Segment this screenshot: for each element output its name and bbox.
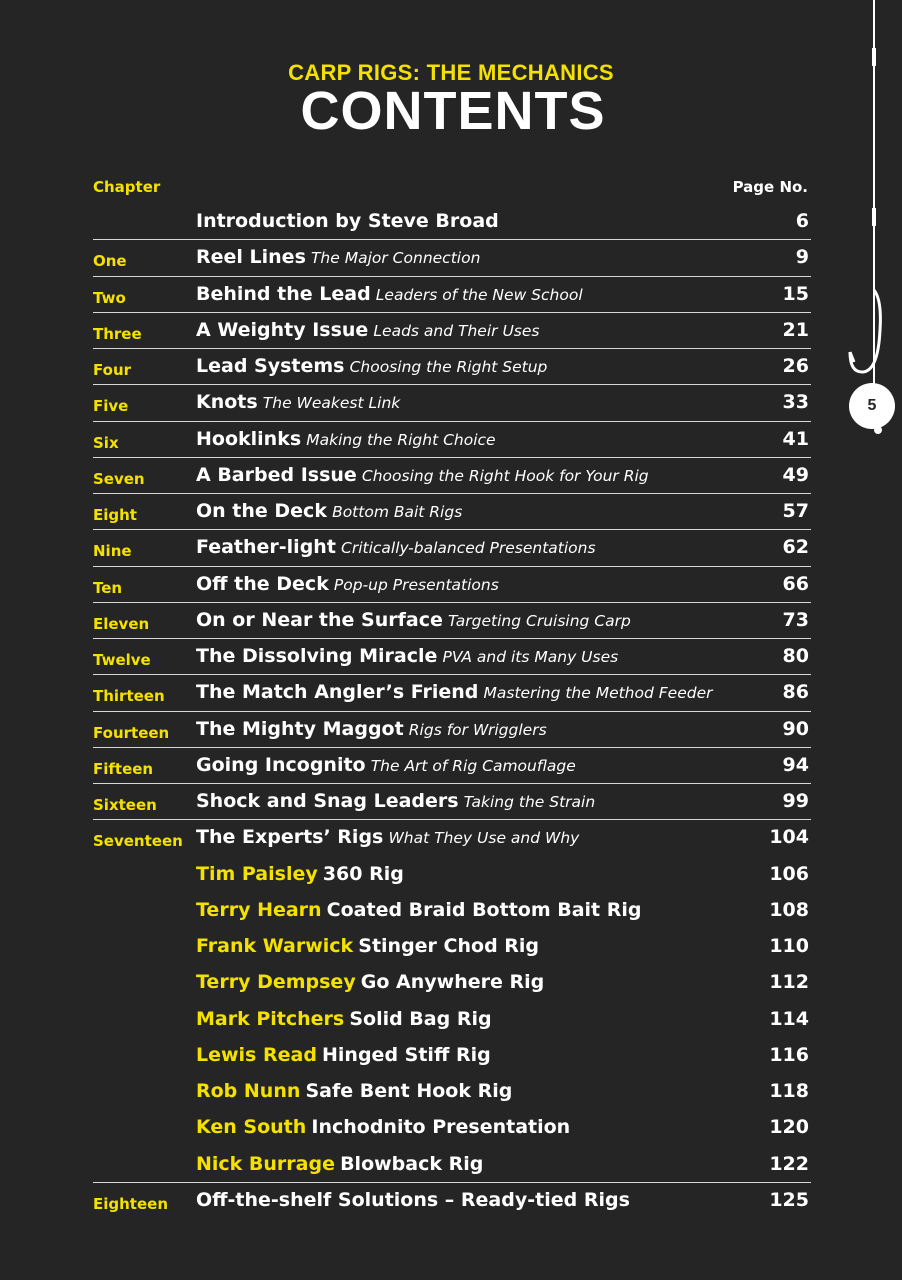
chapter-subtitle: Taking the Strain (463, 793, 596, 811)
chapter-label: Thirteen (93, 687, 165, 706)
expert-rig: Solid Bag Rig (349, 1007, 492, 1030)
page-number: 6 (795, 210, 809, 232)
toc-row[interactable] (0, 1183, 902, 1219)
page-number: 33 (782, 391, 809, 414)
page-number: 73 (782, 608, 809, 631)
page-title: CONTENTS (300, 81, 606, 141)
page-number: 80 (782, 645, 809, 667)
chapter-label: Fifteen (93, 759, 154, 778)
chapter-label: Six (93, 433, 119, 452)
expert-rig: Safe Bent Hook Rig (305, 1080, 513, 1102)
toc-row[interactable] (0, 784, 902, 820)
expert-name: Frank Warwick (196, 935, 354, 957)
chapter-title: Off the Deck (196, 572, 329, 595)
chapter-subtitle: Critically-balanced Presentations (341, 539, 596, 558)
page-number: 94 (782, 753, 809, 776)
toc-row[interactable] (0, 639, 902, 675)
expert-rig: Blowback Rig (340, 1152, 484, 1175)
page-number: 112 (769, 971, 809, 994)
chapter-subtitle: PVA and its Many Uses (442, 648, 619, 666)
toc-row[interactable] (0, 349, 902, 385)
expert-rig: Coated Braid Bottom Bait Rig (326, 898, 642, 921)
chapter-subtitle: The Art of Rig Camouflage (370, 756, 576, 775)
expert-rig: Stinger Chod Rig (358, 935, 540, 957)
expert-rig: Inchodnito Presentation (311, 1116, 571, 1139)
toc-row[interactable] (0, 385, 902, 421)
toc-row[interactable] (0, 603, 902, 639)
page-number: 108 (769, 898, 809, 921)
expert-row[interactable] (0, 1110, 902, 1146)
expert-row[interactable] (0, 1038, 902, 1074)
chapter-label: Eight (93, 506, 137, 524)
toc-row[interactable] (0, 422, 902, 458)
page-number: 116 (769, 1043, 809, 1066)
page-number: 99 (782, 790, 809, 812)
chapter-label: Seven (93, 469, 145, 488)
chapter-subtitle: The Major Connection (310, 249, 481, 268)
page-number: 62 (782, 536, 809, 559)
chapter-subtitle: The Weakest Link (262, 394, 401, 413)
page-number: 110 (769, 935, 809, 957)
expert-row[interactable] (0, 857, 902, 893)
toc-row[interactable] (0, 712, 902, 748)
page-number: 114 (769, 1007, 809, 1030)
chapter-title: On or Near the Surface (196, 608, 443, 631)
page-number: 122 (769, 1152, 809, 1175)
chapter-title: Shock and Snag Leaders (196, 790, 459, 812)
expert-name: Ken South (196, 1116, 307, 1139)
chapter-title: The Mighty Maggot (196, 717, 404, 740)
chapter-subtitle: Bottom Bait Rigs (332, 503, 463, 521)
chapter-title: Lead Systems (196, 355, 345, 377)
expert-row[interactable] (0, 1002, 902, 1038)
chapter-subtitle: Rigs for Wrigglers (408, 720, 547, 739)
chapter-title: Going Incognito (196, 753, 366, 776)
chapter-subtitle: Making the Right Choice (306, 430, 496, 449)
toc-row[interactable] (0, 675, 902, 711)
chapter-label: Fourteen (93, 723, 170, 742)
chapter-title: Introduction by Steve Broad (196, 210, 499, 232)
page-number: 90 (782, 717, 809, 740)
expert-rig: Hinged Stiff Rig (322, 1043, 491, 1066)
chapter-subtitle: What They Use and Why (388, 829, 580, 848)
page-number: 66 (782, 572, 809, 595)
chapter-label: Ten (93, 578, 123, 597)
fishing-hook-icon (838, 0, 902, 440)
expert-row[interactable] (0, 893, 902, 929)
toc-row[interactable] (0, 313, 902, 349)
chapter-title: The Experts’ Rigs (196, 826, 384, 849)
table-of-contents (0, 204, 902, 1219)
page-number: 118 (769, 1080, 809, 1102)
toc-row[interactable] (0, 748, 902, 784)
page-number-badge: 5 (849, 383, 895, 429)
chapter-title: Behind the Lead (196, 282, 371, 305)
toc-row[interactable] (0, 458, 902, 494)
chapter-label: Sixteen (93, 796, 157, 814)
toc-row[interactable] (0, 494, 902, 530)
toc-row[interactable] (0, 204, 902, 240)
toc-row[interactable] (0, 820, 902, 856)
chapter-label: Three (93, 324, 142, 343)
expert-name: Rob Nunn (196, 1080, 301, 1102)
chapter-label: Seventeen (93, 832, 183, 851)
chapter-title: Knots (196, 391, 258, 414)
expert-rig: 360 Rig (322, 862, 404, 885)
book-series-title: CARP RIGS: THE MECHANICS (288, 60, 614, 85)
page-number: 21 (782, 318, 809, 341)
chapter-title: On the Deck (196, 500, 327, 522)
expert-rig: Go Anywhere Rig (360, 971, 545, 994)
chapter-label: Five (93, 397, 129, 416)
chapter-title: A Weighty Issue (196, 318, 369, 341)
expert-name: Mark Pitchers (196, 1007, 345, 1030)
page-column-header: Page No. (732, 178, 808, 196)
chapter-title: Feather-light (196, 536, 336, 559)
page-number: 26 (782, 355, 809, 377)
chapter-label: One (93, 252, 127, 271)
chapter-title: Hooklinks (196, 427, 302, 450)
toc-row[interactable] (0, 530, 902, 566)
chapter-title: The Dissolving Miracle (196, 645, 438, 667)
chapter-title: Off-the-shelf Solutions – Ready-tied Rigs (196, 1188, 630, 1211)
page-number: 125 (769, 1188, 809, 1211)
chapter-subtitle: Choosing the Right Setup (349, 358, 548, 376)
page-number: 41 (782, 427, 809, 450)
chapter-label: Nine (93, 542, 132, 561)
chapter-column-header: Chapter (93, 178, 161, 196)
chapter-title: A Barbed Issue (196, 463, 357, 486)
expert-name: Terry Hearn (196, 898, 322, 921)
page-number: 86 (782, 681, 809, 704)
expert-name: Tim Paisley (196, 862, 318, 885)
toc-row[interactable] (0, 277, 902, 313)
expert-name: Lewis Read (196, 1043, 317, 1066)
expert-row[interactable] (0, 1147, 902, 1183)
chapter-label: Eleven (93, 614, 150, 633)
chapter-title: Reel Lines (196, 246, 306, 269)
chapter-subtitle: Mastering the Method Feeder (483, 684, 713, 703)
page-number: 9 (795, 246, 809, 269)
page-number: 120 (769, 1116, 809, 1139)
chapter-label: Twelve (93, 651, 151, 669)
toc-row[interactable] (0, 567, 902, 603)
chapter-subtitle: Leaders of the New School (375, 285, 583, 304)
toc-row[interactable] (0, 240, 902, 276)
expert-row[interactable] (0, 965, 902, 1001)
chapter-subtitle: Targeting Cruising Carp (447, 611, 631, 630)
chapter-subtitle: Pop-up Presentations (333, 575, 499, 594)
expert-row[interactable] (0, 1074, 902, 1110)
chapter-subtitle: Leads and Their Uses (373, 321, 540, 340)
expert-name: Nick Burrage (196, 1152, 335, 1175)
expert-row[interactable] (0, 929, 902, 965)
page-number: 15 (782, 282, 809, 305)
chapter-label: Four (93, 361, 132, 379)
page-number: 106 (769, 862, 809, 885)
chapter-subtitle: Choosing the Right Hook for Your Rig (361, 466, 649, 485)
chapter-label: Two (93, 288, 126, 307)
chapter-label: Eighteen (93, 1194, 168, 1213)
page-number: 104 (769, 826, 809, 849)
expert-name: Terry Dempsey (196, 971, 356, 994)
chapter-title: The Match Angler’s Friend (196, 681, 479, 704)
page-number: 49 (782, 463, 809, 486)
page-number: 57 (782, 500, 809, 522)
